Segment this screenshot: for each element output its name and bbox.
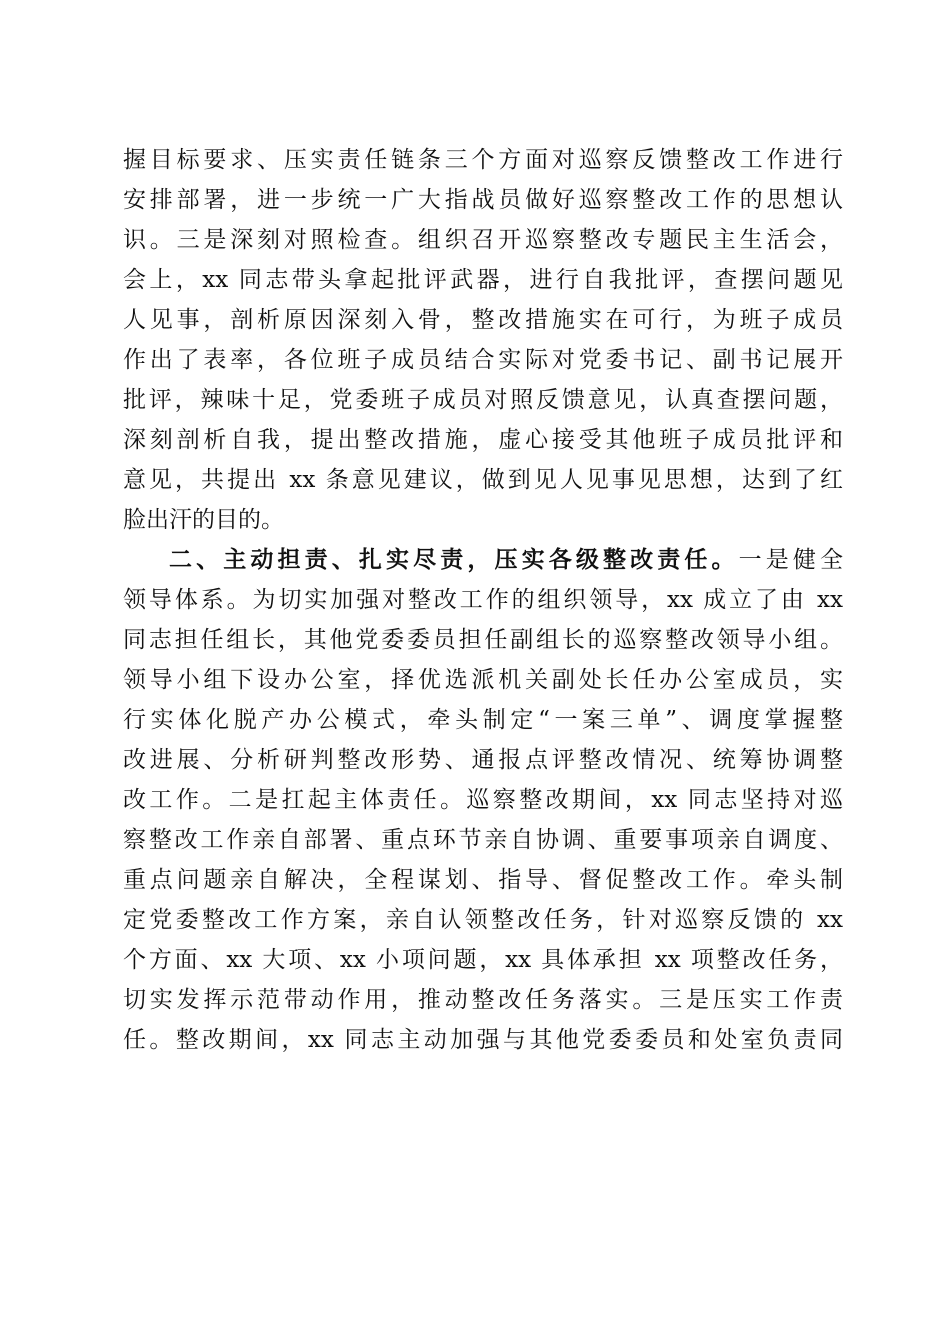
paragraph-continuation: [123, 140, 843, 540]
text-line: 作出了表率，各位班子成员结合实际对党委书记、副书记展开: [123, 347, 843, 373]
text-line: 批评，辣味十足，党委班子成员对照反馈意见，认真查摆问题，: [123, 387, 843, 413]
text-line: 握目标要求、压实责任链条三个方面对巡察反馈整改工作进行: [123, 147, 843, 173]
text-line: 行实体化脱产办公模式，牵头制定“一案三单”、调度掌握整: [123, 707, 843, 733]
text-line: 人见事，剖析原因深刻入骨，整改措施实在可行，为班子成员: [123, 307, 843, 333]
text-line: 改进展、分析研判整改形势、通报点评整改情况、统筹协调整: [123, 747, 843, 773]
text-line: 识。三是深刻对照检查。组织召开巡察整改专题民主生活会，: [123, 227, 843, 253]
text-line: 会上，xx 同志带头拿起批评武器，进行自我批评，查摆问题见: [123, 267, 843, 293]
text-line: 深刻剖析自我，提出整改措施，虚心接受其他班子成员批评和: [123, 427, 843, 453]
text-line: 领导体系。为切实加强对整改工作的组织领导，xx 成立了由 xx: [123, 587, 843, 613]
text-line: 意见，共提出 xx 条意见建议，做到见人见事见思想，达到了红: [123, 467, 843, 493]
paragraph-section-two: [123, 540, 843, 1060]
text-line: 定党委整改工作方案，亲自认领整改任务，针对巡察反馈的 xx: [123, 907, 843, 933]
text-line: 察整改工作亲自部署、重点环节亲自协调、重要事项亲自调度、: [123, 827, 843, 853]
section-heading-line: [123, 540, 843, 580]
text-line: 领导小组下设办公室，择优选派机关副处长任办公室成员，实: [123, 667, 843, 693]
section-heading: 二、主动担责、扎实尽责，压实各级整改责任。: [169, 547, 739, 573]
text-line: 重点问题亲自解决，全程谋划、指导、督促整改工作。牵头制: [123, 867, 843, 893]
text-fragment: 一是健全: [738, 547, 843, 573]
text-line: 改工作。二是扛起主体责任。巡察整改期间，xx 同志坚持对巡: [123, 787, 843, 813]
text-line: 切实发挥示范带动作用，推动整改任务落实。三是压实工作责: [123, 987, 843, 1013]
text-line: 任。整改期间，xx 同志主动加强与其他党委委员和处室负责同: [123, 1027, 843, 1053]
text-line: 同志担任组长，其他党委委员担任副组长的巡察整改领导小组。: [123, 627, 843, 653]
text-line: 安排部署，进一步统一广大指战员做好巡察整改工作的思想认: [123, 187, 843, 213]
document-body: [123, 140, 843, 1060]
text-line: 脸出汗的目的。: [123, 507, 284, 533]
text-line: 个方面、xx 大项、xx 小项问题，xx 具体承担 xx 项整改任务，: [123, 947, 843, 973]
